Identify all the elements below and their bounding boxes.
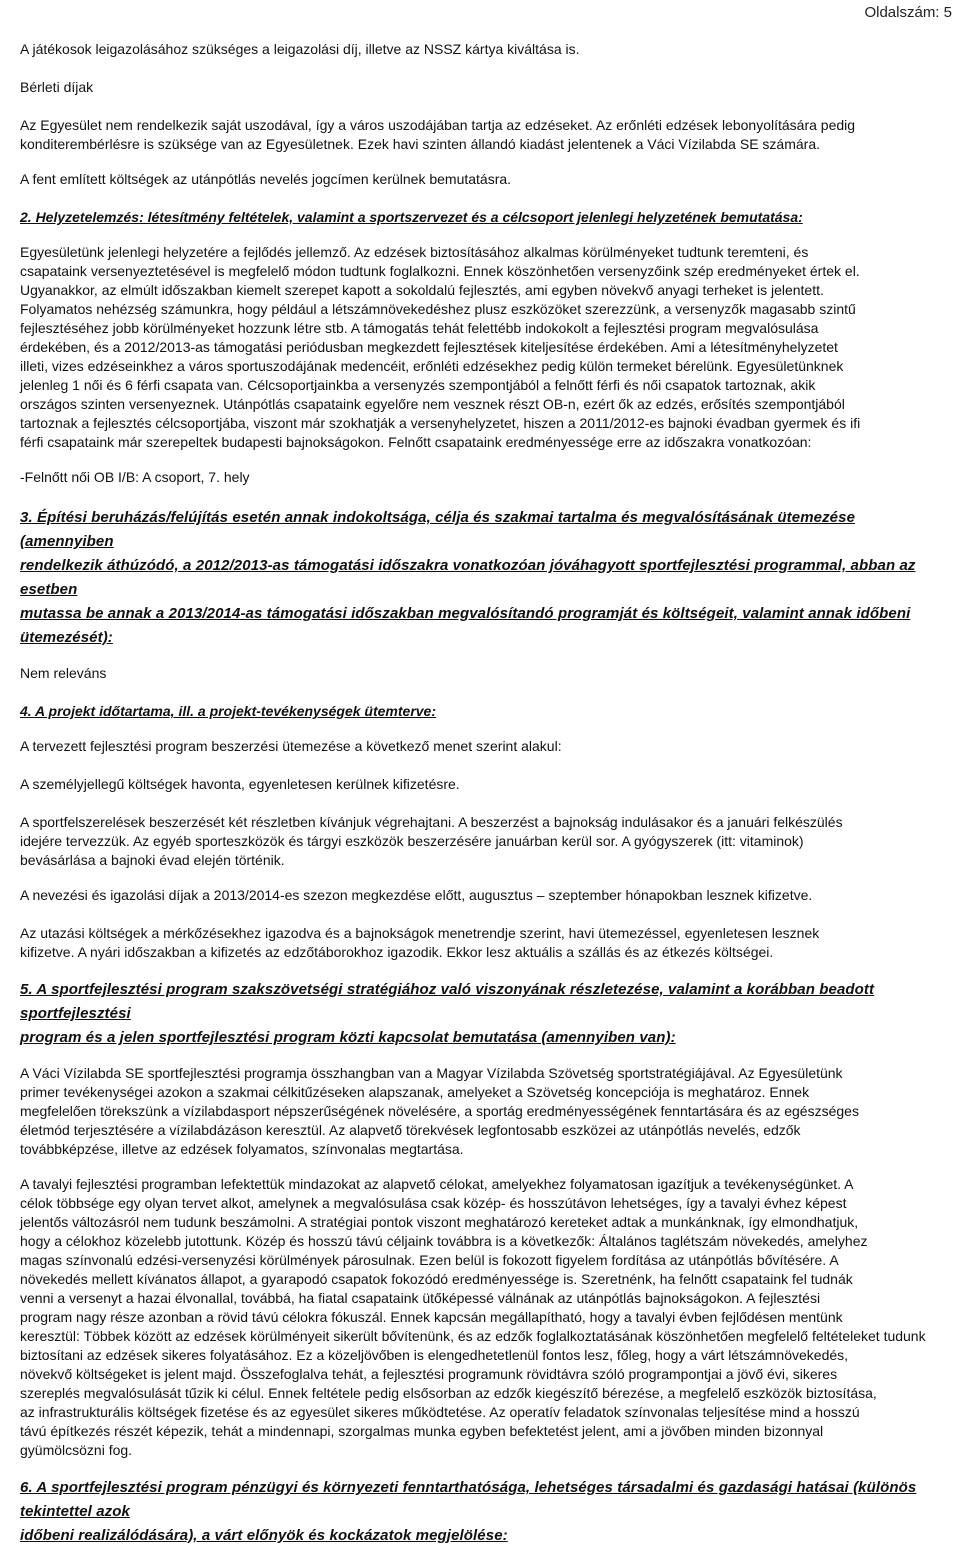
text-line: fejlesztéséhez jobb körülményeket hozzunk létre stb. A támogatás tehát felettébb indokokolt a fejlesztési program megvalósulása	[20, 320, 819, 336]
text-line: célok többsége egy olyan tervet alkot, amelynek a megvalósulása csak közép- és hosszútávon lehetséges, így a tavalyi évhez képest	[20, 1195, 847, 1211]
text-line: érdekében, és a 2012/2013-as támogatási periódusban megkezdett fejlesztések kiteljesítése érdekében. Ami a létesítményhelyzetet	[20, 339, 838, 355]
section-6-heading	[20, 1476, 948, 1548]
text-line: program nagy része azonban a rövid távú célokra fókuszál. Ennek kapcsán megállapítható, hogy a tavalyi évben fejlődésen mentünk	[20, 1309, 843, 1325]
text-line: csapataink versenyeztetésével is megfelelő módon tudtunk foglalkozni. Ennek köszönhetően versenyzőink szép eredményeket értek el.	[20, 263, 860, 279]
text-line: kifizetve. A nyári időszakban a kifizetés az edzőtáborokhoz igazodik. Ekkor lesz aktuális a szállás és az étkezés költségei.	[20, 944, 774, 960]
section-5-heading	[20, 978, 948, 1050]
text-line: tartoznak a fejlesztés célcsoportjába, viszont már szokhatják a versenyhelyzetet, hiszen a 2011/2012-es bajnoki évadban gyermek és ifi	[20, 415, 861, 431]
text-line: A tavalyi fejlesztési programban lefektettük mindazokat az alapvető célokat, amelyekhez folyamatosan igazítjuk a tevékenységünket. A	[20, 1176, 854, 1192]
section-5-p1	[20, 1064, 948, 1159]
section-3-body: Nem releváns	[20, 665, 107, 681]
section-4-heading: 4. A projekt időtartama, ill. a projekt-tevékenységek ütemterve:	[20, 703, 437, 719]
heading-line: 6. A sportfejlesztési program pénzügyi és környezeti fenntarthatósága, lehetséges társadalmi és gazdasági hatásai (különös tekintettel azok	[20, 1479, 917, 1520]
heading-line: 5. A sportfejlesztési program szakszövetségi stratégiához való viszonyának részletezése, valamint a korábban beadott sportfejlesztési	[20, 981, 875, 1022]
text-line: konditerembérlésre is szüksége van az Egyesületnek. Ezek havi szinten állandó kiadást jelentenek a Váci Vízilabda SE számára.	[20, 136, 820, 152]
text-line: továbbképzése, illetve az edzések folyamatos, színvonalas megtartása.	[20, 1141, 464, 1157]
heading-line: 3. Építési beruházás/felújítás esetén annak indokoltsága, célja és szakmai tartalma és megvalósításának ütemezése (amennyiben	[20, 509, 856, 550]
text-line: Folyamatos nehézség számunkra, hogy például a létszámnövekedéshez plusz eszközöket szerezzünk, a versenyzők magasabb szintű	[20, 301, 856, 317]
text-line: növekedés mellett kívánatos állapot, a gyarapodó csapatok fokozódó eredményessége is. Szeretnénk, ha felnőtt csapataink fel tudnák	[20, 1271, 853, 1287]
text-line: férfi csapataink már szerepeltek budapesti bajnokságokon. Felnőtt csapataink eredményessége erre az időszakra vonatkozóan:	[20, 434, 812, 450]
text-line: A Váci Vízilabda SE sportfejlesztési programja összhangban van a Magyar Vízilabda Szövetség sportstratégiájával. Az Egyesületünk	[20, 1065, 843, 1081]
text-line: bevásárlása a bajnoki évad elején történik.	[20, 852, 285, 868]
section-2-result: -Felnőtt női OB I/B: A csoport, 7. hely	[20, 469, 250, 485]
section-3-heading	[20, 506, 948, 650]
heading-line: mutassa be annak a 2013/2014-as támogatási időszakban megvalósítandó programját és költségeit, valamint annak időbeni	[20, 605, 911, 622]
text-line: A sportfelszerelések beszerzését két részletben kívánjuk végrehajtani. A beszerzést a bajnokság indulásakor és a januári felkészülés	[20, 814, 843, 830]
text-line: idejére tervezzük. Az egyéb sporteszközök és tárgyi eszközök beszerzésére januárban kerül sor. A gyógyszerek (itt: vitaminok)	[20, 833, 804, 849]
heading-line: rendelkezik áthúzódó, a 2012/2013-as támogatási időszakra vonatkozóan jóváhagyott sportfejlesztési programmal, abban az esetben	[20, 557, 916, 598]
section-4-p3	[20, 813, 948, 870]
section-5-p2	[20, 1175, 948, 1460]
paragraph-cost-note: A fent említett költségek az utánpótlás nevelés jogcímen kerülnek bemutatásra.	[20, 171, 512, 187]
document-body	[20, 40, 948, 1562]
text-line: primer tevékenységei azokon a szakmai célkitűzéseken alapszanak, amelyeket a Szövetség koncepciója is meghatároz. Ennek	[20, 1084, 810, 1100]
text-line: életmód terjesztésére a vízilabdázáson keresztül. Az alapvető törekvések legfontosabb eszközei az utánpótlás nevelés, edzők	[20, 1122, 801, 1138]
text-line: az infrastrukturális költségek fizetése és az egyesület sikeres működtetése. Az operatív feladatok színvonalas teljesítése mind a hosszú	[20, 1404, 860, 1420]
section-4-p4: A nevezési és igazolási díjak a 2013/2014-es szezon megkezdése előtt, augusztus – szeptember hónapokban lesznek kifizetve.	[20, 887, 813, 903]
text-line: Az Egyesület nem rendelkezik saját uszodával, így a város uszodájában tartja az edzéseket. Az erőnléti edzések lebonyolítására pedig	[20, 117, 856, 133]
heading-line: program és a jelen sportfejlesztési program közti kapcsolat bemutatása (amennyiben van):	[20, 1029, 676, 1046]
text-line: távú építkezés részét képezik, tehát a mindennapi, szorgalmas munka egyben befektetést jelent, ami a jövőben minden bizonnyal	[20, 1423, 824, 1439]
section-4-p2: A személyjellegű költségek havonta, egyenletesen kerülnek kifizetésre.	[20, 776, 460, 792]
section-2-heading: 2. Helyzetelemzés: létesítmény feltételek, valamint a sportszervezet és a célcsoport jelenlegi helyzetének bemutatása:	[20, 209, 803, 225]
text-line: jelenleg 1 női és 6 férfi csapata van. Célcsoportjainkba a versenyzés szempontjából a felnőtt férfi és női csapatok tartoznak, akik	[20, 377, 816, 393]
heading-line: időbeni realizálódására), a várt előnyök és kockázatok megjelölése:	[20, 1527, 508, 1544]
text-line: szereplés megvalósulását tűzik ki célul. Ennek feltétele pedig elsősorban az edzők kiegészítő bérezése, a megfelelő eszközök biztosítása,	[20, 1385, 877, 1401]
section-2-body	[20, 243, 948, 452]
text-line: keresztül: Többek között az edzések körülményeit sikerült bővítenünk, és az edzők foglalkoztatásának köszönhetően megfelelő feltételeket tudunk	[20, 1328, 926, 1344]
page-number: Oldalszám: 5	[864, 4, 952, 21]
text-line: venni a versenyt a hazai élvonallal, továbbá, ha fiatal csapataink ütőképessé válnának az utánpótlás bajnokságokon. A fejlesztési	[20, 1290, 821, 1306]
text-line: Ugyanakkor, az elmúlt időszakban kiemelt szerepet kapott a sokoldalú fejlesztés, ami egyben növekvő anyagi terheket is jelentett.	[20, 282, 824, 298]
text-line: megfelelően törekszünk a vízilabdasport népszerűségének növelésére, a sportág eredményességének fenntartására és az egészséges	[20, 1103, 859, 1119]
text-line: magas színvonalú edzési-versenyzési körülmények párosulnak. Ezen belül is fokozott figyelem fordítása az utánpótlás bővítésére. A	[20, 1252, 839, 1268]
text-line: gyümölcsözni fog.	[20, 1442, 133, 1458]
text-line: Az utazási költségek a mérkőzésekhez igazodva és a bajnokságok menetrendje szerint, havi ütemezéssel, egyenletesen lesznek	[20, 925, 820, 941]
section-4-p5	[20, 924, 948, 962]
heading-line: ütemezését):	[20, 629, 113, 646]
paragraph-license-fees: A játékosok leigazolásához szükséges a leigazolási díj, illetve az NSSZ kártya kiváltása is.	[20, 41, 580, 57]
text-line: biztosítani az edzések sikeres folyatásához. Ez a közeljövőben is elengedhetetlenül fontos lesz, főleg, hogy a várt létszámnövekedés,	[20, 1347, 849, 1363]
subheading-rental-fees: Bérleti díjak	[20, 79, 94, 95]
text-line: jelentős változásról nem tudunk beszámolni. A stratégiai pontok viszont meghatározó kereteket adtak a munkánknak, így elmondhatjuk,	[20, 1214, 859, 1230]
text-line: hogy a célokhoz közelebb jutottunk. Közép és hosszú távú céljaink továbbra is a következők: Általános taglétszám növekedés, amelyhez	[20, 1233, 868, 1249]
text-line: illeti, vizes edzéseinkhez a város sportuszodájának medencéit, erőnléti edzésekhez pedig külön termeket bérelünk. Egyesületünknek	[20, 358, 844, 374]
text-line: növekvő költségeket is jelent majd. Összefoglalva tehát, a fejlesztési programunk rövidtávra szóló programpontjai a jövő évi, sikeres	[20, 1366, 838, 1382]
paragraph-rental	[20, 116, 948, 154]
text-line: Egyesületünk jelenlegi helyzetére a fejlődés jellemző. Az edzések biztosításához alkalmas körülményeket tudtunk teremteni, és	[20, 244, 809, 260]
text-line: országos szinten versenyeznek. Utánpótlás csapataink egyelőre nem vesznek részt OB-n, ezért ők az edzés, erősítés szempontjából	[20, 396, 845, 412]
section-4-p1: A tervezett fejlesztési program beszerzési ütemezése a következő menet szerint alakul:	[20, 738, 562, 754]
